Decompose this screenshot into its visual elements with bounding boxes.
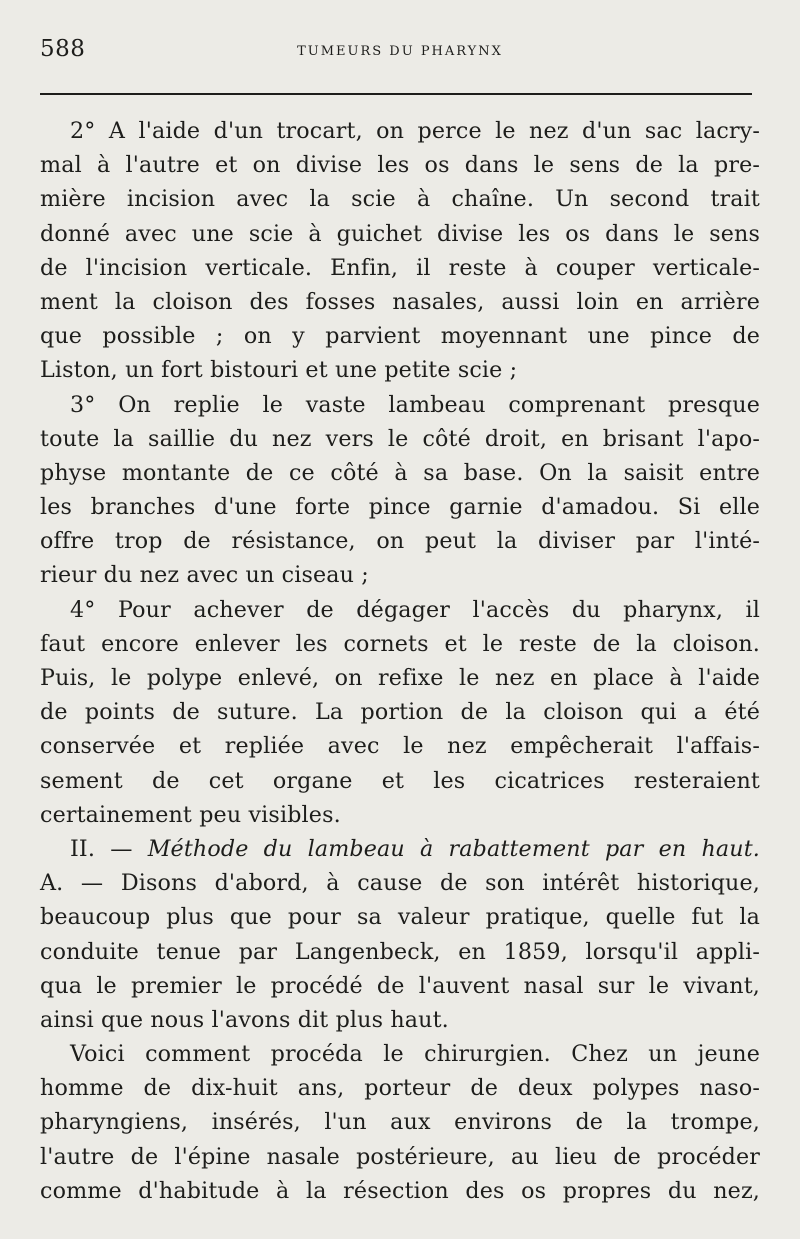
page-header bbox=[40, 36, 760, 76]
text-line: conduite tenue par Langenbeck, en 1859, lorsqu'il appli- bbox=[40, 938, 760, 965]
running-title: TUMEURS DU PHARYNX bbox=[297, 44, 503, 59]
text-line: les branches d'une forte pince garnie d'amadou. Si elle bbox=[40, 494, 760, 521]
text-line: offre trop de résistance, on peut la diviser par l'inté- bbox=[40, 528, 760, 555]
header-rule bbox=[40, 93, 752, 95]
text-line: 4° Pour achever de dégager l'accès du pharynx, il bbox=[70, 596, 760, 623]
text-line: A. — Disons d'abord, à cause de son intérêt historique, bbox=[40, 870, 760, 897]
page-number: 588 bbox=[40, 36, 86, 62]
text-line: 2° A l'aide d'un trocart, on perce le nez d'un sac lacry- bbox=[70, 118, 760, 144]
text-line: de points de suture. La portion de la cloison qui a été bbox=[40, 699, 760, 726]
text-line: 3° On replie le vaste lambeau comprenant presque bbox=[70, 391, 760, 418]
text-line: homme de dix-huit ans, porteur de deux polypes naso- bbox=[40, 1075, 760, 1102]
text-line: ainsi que nous l'avons dit plus haut. bbox=[40, 1006, 449, 1033]
text-line: comme d'habitude à la résection des os propres du nez, bbox=[40, 1177, 760, 1204]
section-number: II. — bbox=[70, 835, 148, 862]
text-line: beaucoup plus que pour sa valeur pratique, quelle fut la bbox=[40, 904, 760, 931]
text-line: Liston, un fort bistouri et une petite scie ; bbox=[40, 357, 518, 384]
body-text bbox=[40, 114, 760, 1208]
text-line: de l'incision verticale. Enfin, il reste à couper verticale- bbox=[40, 254, 760, 281]
text-line: conservée et repliée avec le nez empêcherait l'affais- bbox=[40, 733, 760, 760]
text-line: Voici comment procéda le chirurgien. Chez un jeune bbox=[70, 1041, 760, 1068]
text-line: Puis, le polype enlevé, on refixe le nez en place à l'aide bbox=[40, 665, 760, 691]
text-line: sement de cet organe et les cicatrices resteraient bbox=[40, 767, 760, 794]
text-line: l'autre de l'épine nasale postérieure, au lieu de procéder bbox=[40, 1143, 760, 1170]
text-line: qua le premier le procédé de l'auvent nasal sur le vivant, bbox=[40, 972, 760, 999]
text-line: pharyngiens, insérés, l'un aux environs de la trompe, bbox=[40, 1109, 760, 1136]
section-title: Méthode du lambeau à rabattement par en haut. bbox=[147, 835, 760, 862]
text-line: donné avec une scie à guichet divise les os dans le sens bbox=[40, 220, 760, 247]
text-line: certainement peu visibles. bbox=[40, 801, 341, 828]
text-line: ment la cloison des fosses nasales, aussi loin en arrière bbox=[40, 288, 760, 315]
text-line: toute la saillie du nez vers le côté droit, en brisant l'apo- bbox=[40, 425, 760, 452]
text-line: mière incision avec la scie à chaîne. Un second trait bbox=[40, 186, 760, 213]
text-line: que possible ; on y parvient moyennant une pince de bbox=[40, 323, 760, 350]
text-line: rieur du nez avec un ciseau ; bbox=[40, 562, 369, 589]
text-line: mal à l'autre et on divise les os dans le sens de la pre- bbox=[40, 152, 760, 179]
text-line: physe montante de ce côté à sa base. On la saisit entre bbox=[40, 459, 760, 486]
text-line bbox=[40, 832, 760, 866]
text-line: faut encore enlever les cornets et le reste de la cloison. bbox=[40, 630, 760, 657]
